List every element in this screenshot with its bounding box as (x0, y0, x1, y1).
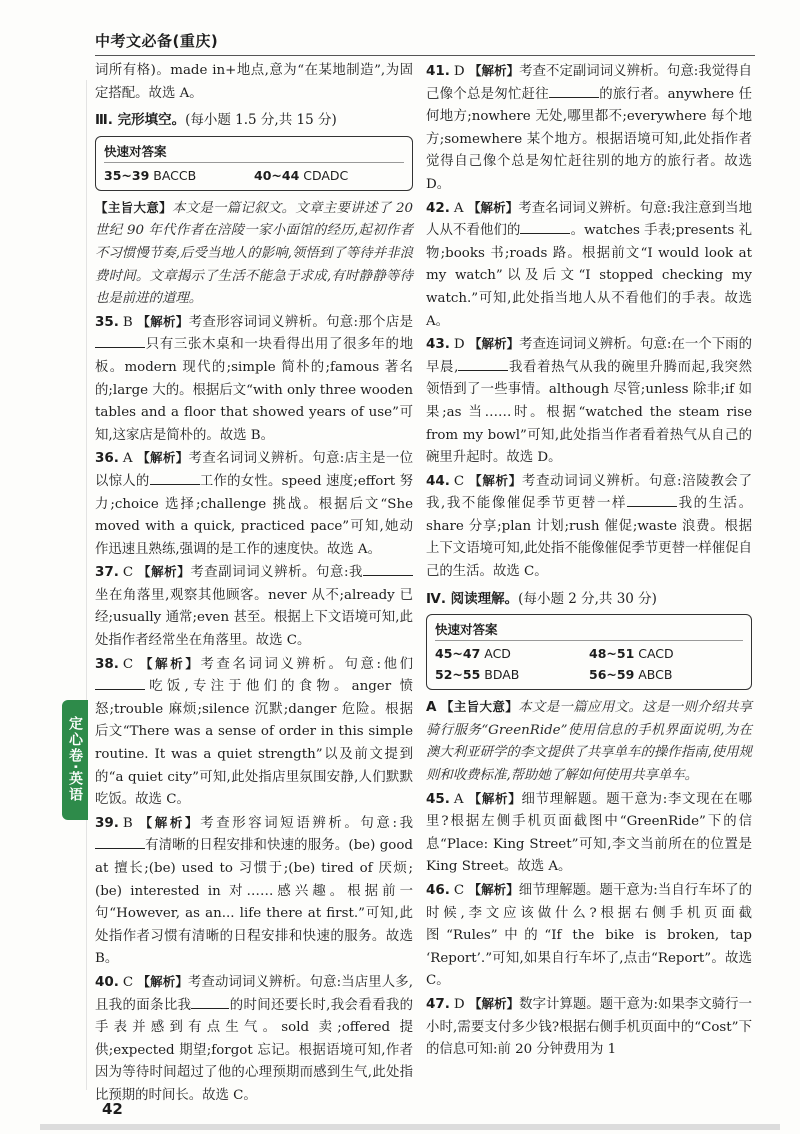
quick-answer-box (95, 136, 413, 191)
analysis-text: 的旅行者。anywhere 任何地方;nowhere 无处,哪里都不;everywhere 每个地方;somewhere 某个地方。根据语境可知,此处指作者觉得自己像个总是匆忙赶往别的地方的旅行者。故选 D。 (426, 86, 753, 192)
answer-letter: C (122, 656, 134, 672)
question-45 (426, 788, 752, 879)
question-number: 36. (95, 450, 119, 467)
question-42 (426, 197, 752, 334)
main-idea (95, 197, 413, 311)
answer-range: 48~51 (589, 646, 635, 662)
main-idea-tag: 【主旨大意】 (95, 199, 172, 215)
question-number: 41. (426, 63, 450, 79)
quick-answer-title: 快速对答案 (104, 141, 404, 163)
answer-letter: D (453, 996, 465, 1012)
blank-line (520, 221, 570, 234)
answer-letter: A (453, 200, 464, 216)
answer-letter: C (122, 565, 134, 581)
analysis-text: 考查名词词义辨析。句意:店主是一位以惊人的 (95, 451, 413, 489)
blank-line (150, 472, 200, 485)
section-3-title: Ⅲ. 完形填空。 (95, 112, 186, 129)
question-number: 39. (95, 814, 119, 831)
answer-range: 45~47 (435, 646, 481, 662)
analysis-text: 细节理解题。题干意为:李文现在在哪里?根据左侧手机页面截图中“GreenRide”下的信息“Place: King Street”可知,李文当前所在的位置是 King Street。故选 A。 (426, 791, 752, 875)
quick-answer-row (104, 165, 404, 186)
analysis-text: 工作的女性。speed 速度;effort 努力;choice 选择;challenge 挑战。根据后文“She moved with a quick, practiced pace”可知,她动作迅速且熟练,强调的是工作的速度快。故选 A。 (95, 473, 413, 557)
question-43 (426, 333, 752, 470)
analysis-text: 有清晰的日程安排和快速的服务。(be) good at 擅长;(be) used to 习惯于;(be) tired of 厌烦;(be) interested in 对……感兴趣。根据前一句“However, as an... life there at first.”可知,此处指作者习惯有清晰的日程安排和快速的服务。故选 B。 (95, 838, 413, 967)
analysis-text: 考查名词词义辨析。句意:他们 (200, 656, 413, 672)
intro-text: 词所有格)。made in+地点,意为“在某地制造”,为固定搭配。故选 A。 (95, 63, 413, 101)
answer-letter: B (122, 314, 133, 330)
analysis-tag: 【解析】 (467, 199, 519, 215)
blank-line (549, 85, 599, 98)
analysis-text: 考查不定副词词义辨析。句意:我觉得自己像个总是匆忙赶往 (426, 64, 752, 102)
question-number: 35. (95, 313, 119, 330)
answer-letter: C (453, 473, 465, 489)
answer-letter: A (122, 451, 133, 467)
quick-answer-title: 快速对答案 (435, 619, 743, 641)
margin-line (86, 80, 87, 1090)
right-column (426, 60, 752, 1062)
answer-group (435, 643, 589, 664)
answer-values: ABCB (638, 667, 673, 683)
analysis-text: 坐在角落里,观察其他顾客。never 从不;already 已经;usually 通常;even 甚至。根据上下文语境可知,此处指作者经常坐在角落里。故选 C。 (95, 587, 413, 649)
analysis-tag: 【解析】 (140, 655, 201, 671)
answer-group (589, 643, 743, 664)
answer-letter: C (122, 974, 134, 990)
question-number: 40. (95, 973, 119, 990)
answer-range: 35~39 (104, 167, 150, 183)
main-idea-text: 本文是一篇应用文。这是一则介绍共享骑行服务“GreenRide”使用信息的手机界面说明,为在澳大利亚研学的李文提供了共享单车的操作指南,使用规则和收费标准,帮助她了解如何使用共享单车。 (426, 700, 752, 784)
question-39 (95, 812, 413, 971)
analysis-tag: 【解析】 (137, 450, 189, 466)
analysis-tag: 【解析】 (137, 973, 189, 989)
question-47 (426, 993, 752, 1062)
blank-line (627, 494, 677, 507)
analysis-text: 考查形容词词义辨析。句意:那个店是 (188, 314, 413, 330)
question-number: 47. (426, 995, 450, 1012)
answer-values: BDAB (484, 667, 520, 683)
page-number: 42 (102, 1100, 123, 1118)
answer-letter: B (122, 815, 133, 831)
answer-letter: D (453, 64, 465, 79)
analysis-text: 我看着热气从我的碗里升腾而起,我突然领悟到了一些事情。although 尽管;unless 除非;if 如果;as 当……时。根据“watched the steam rise from my bowl”可知,此处指当作者看着热气从自己的碗里升起时。故选 D。 (426, 359, 752, 466)
running-header: 中考文必备(重庆) (95, 32, 219, 50)
question-number: 37. (95, 564, 119, 581)
side-tab: 定心卷·英语 (62, 700, 88, 820)
answer-group (589, 664, 743, 685)
blank-line (191, 996, 229, 1009)
analysis-text: 。watches 手表;presents 礼物;books 书;roads 路。根据前文“I would look at my watch”以及后文“I stopped checking my watch.”可知,此处指当地人从不看他们的手表。故选 A。 (426, 223, 753, 329)
analysis-tag: 【解析】 (138, 564, 191, 580)
question-number: 45. (426, 790, 450, 807)
blank-line (95, 836, 145, 849)
answer-range: 52~55 (435, 667, 481, 683)
analysis-tag: 【解析】 (468, 882, 519, 897)
blank-line (95, 677, 145, 690)
answer-range: 40~44 (254, 167, 300, 183)
answer-letter: C (453, 883, 465, 898)
analysis-text: 只有三张木桌和一块看得出用了很多年的地板。modern 现代的;simple 简朴的;famous 著名的;large 大的。根据后文“with only three wooden tables and a floor that showed years of use”可知,这家店是简朴的。故选 B。 (95, 337, 413, 443)
question-35 (95, 311, 413, 448)
analysis-text: 细节理解题。题干意为:当自行车坏了的时候,李文应该做什么?根据右侧手机页面截图“Rules”中的“If the bike is broken, tap ‘Report’.”可知,如果自行车坏了,点击“Report”。故选 C。 (426, 883, 752, 989)
question-41 (426, 60, 752, 197)
answer-values: CACD (638, 646, 674, 662)
blank-line (95, 335, 145, 348)
analysis-text: 考查形容词短语辨析。句意:我 (200, 815, 413, 831)
question-40 (95, 971, 413, 1108)
answer-letter: D (453, 337, 465, 353)
question-44 (426, 470, 752, 584)
answer-group (254, 165, 404, 186)
blank-line (363, 563, 413, 576)
analysis-text: 考查副词词义辨析。句意:我 (190, 565, 363, 581)
question-46 (426, 879, 752, 993)
analysis-text: 的时间还要长时,我会看看我的手表并感到有点生气。sold 卖;offered 提供;expected 期望;forgot 忘记。根据语境可知,作者因为等待时间超过了他的心理预期而感到生气,此处指比预期的时间长。故选 C。 (95, 997, 413, 1103)
analysis-tag: 【解析】 (468, 790, 522, 806)
question-number: 46. (426, 882, 450, 898)
main-idea-tag: 【主旨大意】 (440, 699, 519, 715)
passage-label: A (426, 699, 437, 716)
question-number: 43. (426, 336, 450, 353)
main-idea (426, 696, 752, 787)
answer-group (104, 165, 254, 186)
analysis-text: 考查动词词义辨析。句意:当店里人多,且我的面条比我 (95, 974, 413, 1013)
left-column (95, 60, 413, 1108)
question-38 (95, 653, 413, 812)
question-number: 38. (95, 655, 119, 672)
header-rule (95, 55, 755, 56)
analysis-text: 考查动词词义辨析。句意:涪陵教会了我,我不能像催促季节更替一样 (426, 473, 752, 512)
analysis-text: 数字计算题。题干意为:如果李文骑行一小时,需要支付多少钱?根据右侧手机页面中的“Cost”下的信息可知:前 20 分钟费用为 1 (426, 996, 752, 1058)
quick-answer-row (435, 664, 743, 685)
quick-answer-row (435, 643, 743, 664)
answer-letter: A (453, 791, 464, 807)
analysis-tag: 【解析】 (468, 63, 520, 78)
section-4-title: Ⅳ. 阅读理解。 (426, 590, 519, 607)
analysis-text: 吃饭,专注于他们的食物。anger 愤怒;trouble 麻烦;silence 沉默;danger 危险。根据后文“There was a sense of order in this simple routine. It was a quiet strength”以及前文提到的“a quiet city”可知,此处指店里氛围安静,人们默默吃饭。故选 C。 (95, 679, 413, 808)
analysis-tag: 【解析】 (468, 995, 520, 1011)
question-number: 44. (426, 472, 450, 489)
analysis-tag: 【解析】 (139, 814, 201, 830)
answer-values: BACCB (153, 167, 197, 183)
analysis-text: 考查名词词义辨析。句意:我注意到当地人从不看他们的 (426, 200, 752, 239)
answer-range: 56~59 (589, 667, 635, 683)
analysis-tag: 【解析】 (469, 472, 522, 488)
section-3-heading (95, 109, 413, 132)
quick-answer-box (426, 614, 752, 690)
blank-line (458, 358, 508, 371)
analysis-tag: 【解析】 (137, 313, 189, 329)
page-bottom-edge (40, 1124, 780, 1130)
question-number: 42. (426, 199, 450, 216)
analysis-text: 考查连词词义辨析。句意:在一个下雨的早晨, (426, 337, 752, 375)
section-4-heading (426, 588, 752, 611)
answer-group (435, 664, 589, 685)
section-4-sub: (每小题 2 分,共 30 分) (518, 590, 657, 607)
answer-values: CDADC (303, 167, 349, 183)
section-3-sub: (每小题 1.5 分,共 15 分) (185, 112, 337, 129)
analysis-tag: 【解析】 (468, 336, 520, 352)
question-37 (95, 561, 413, 652)
question-36 (95, 447, 413, 561)
analysis-text: 我的生活。share 分享;plan 计划;rush 催促;waste 浪费。根据上下文语境可知,此处指不能像催促季节更替一样催促自己的生活。故选 C。 (426, 496, 753, 580)
main-idea-text: 本文是一篇记叙文。文章主要讲述了 20 世纪 90 年代作者在涪陵一家小面馆的经历,起初作者不习惯慢节奏,后受当地人的影响,领悟到了等待并非浪费时间。文章揭示了生活不能急于求成,有时静静等待也是前进的道理。 (95, 200, 413, 307)
answer-values: ACD (484, 646, 511, 662)
